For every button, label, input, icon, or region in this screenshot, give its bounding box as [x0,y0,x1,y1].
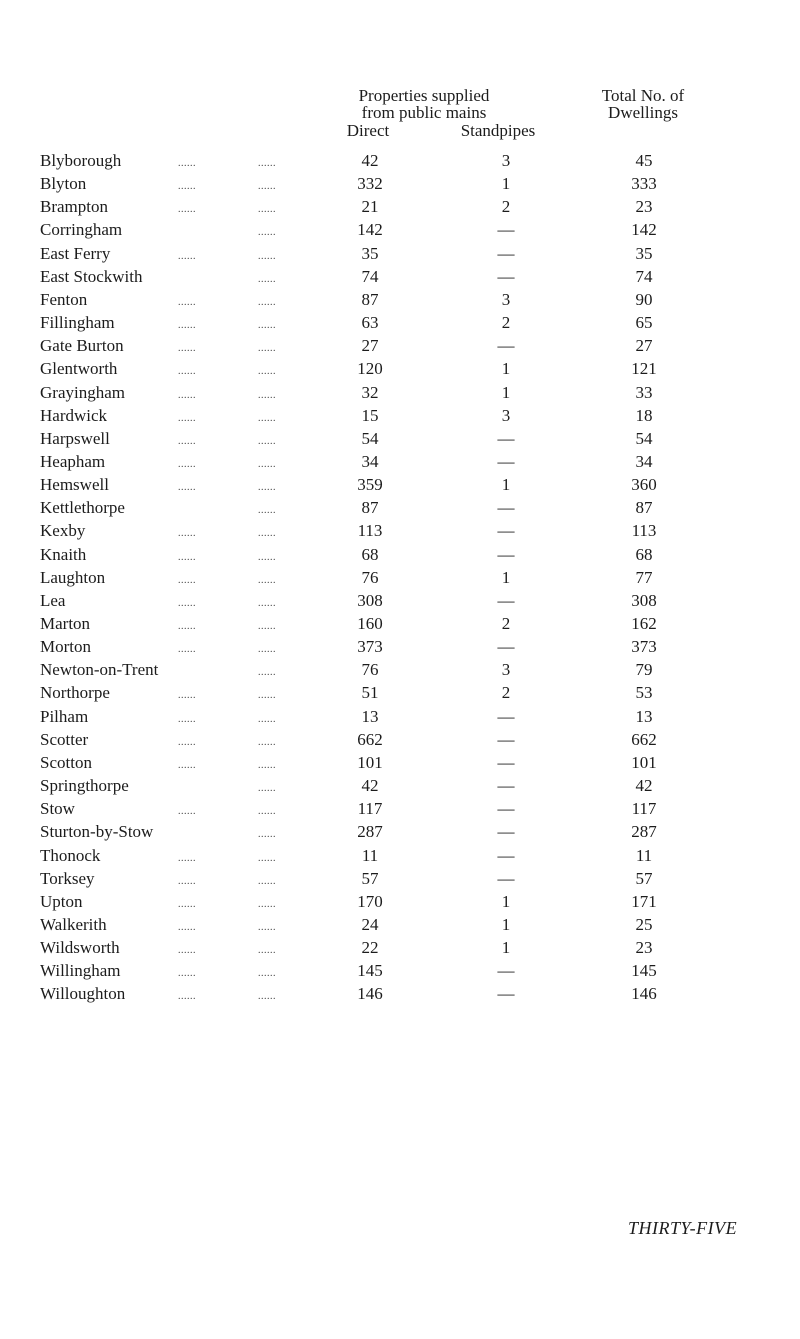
leader-dots: ...... [258,736,276,748]
table-row [0,891,800,913]
direct-count: 117 [357,799,383,819]
standpipes-count: 2 [501,683,511,703]
leader-dots: ...... [258,366,276,378]
leader-dots: ...... [178,435,196,447]
table-row [0,173,800,195]
parish-name: Willoughton [40,984,126,1004]
table-row [0,613,800,635]
parish-name: Walkerith [40,914,107,934]
direct-count: 76 [361,660,379,680]
total-dwellings-count: 333 [631,174,657,194]
table-row [0,243,800,265]
total-dwellings-count: 35 [635,243,653,263]
standpipes-count: — [497,590,515,610]
total-dwellings-count: 145 [631,961,657,981]
parish-name: Wildsworth [40,938,120,958]
leader-dots: ...... [258,250,276,262]
parish-name: Fillingham [40,313,115,333]
table-row [0,845,800,867]
leader-dots: ...... [178,759,196,771]
direct-count: 68 [361,544,379,564]
table-row [0,150,800,172]
leader-dots: ...... [178,898,196,910]
leader-dots: ...... [178,296,196,308]
leader-dots: ...... [178,945,196,957]
parish-name: Thonock [40,845,101,865]
leader-dots: ...... [178,921,196,933]
direct-count: 13 [361,706,379,726]
standpipes-count: — [497,428,515,448]
standpipes-count: 1 [501,382,511,402]
total-dwellings-count: 101 [631,752,657,772]
direct-count: 662 [357,729,383,749]
parish-name: Newton-on-Trent [40,660,159,680]
direct-count: 54 [361,428,379,448]
direct-count: 74 [361,266,379,286]
parish-name: Lea [40,590,66,610]
parish-name: East Ferry [40,243,111,263]
standpipes-count: 1 [501,359,511,379]
total-dwellings-count: 18 [635,405,653,425]
standpipes-count: — [497,544,515,564]
standpipes-count: — [497,637,515,657]
table-row [0,382,800,404]
leader-dots: ...... [178,366,196,378]
total-dwellings-count: 65 [635,313,653,333]
standpipes-count: — [497,822,515,842]
leader-dots: ...... [258,945,276,957]
table-row [0,729,800,751]
leader-dots: ...... [258,898,276,910]
parish-name: Stow [40,799,75,819]
direct-count: 51 [361,683,379,703]
parish-name: Corringham [40,220,123,240]
leader-dots: ...... [258,320,276,332]
leader-dots: ...... [178,250,196,262]
direct-count: 170 [357,891,383,911]
total-dwellings-count: 33 [635,382,653,402]
leader-dots: ...... [178,644,196,656]
leader-dots: ...... [178,806,196,818]
standpipes-count: 1 [501,914,511,934]
table-row [0,590,800,612]
table-row [0,775,800,797]
parish-name: Scotter [40,729,89,749]
leader-dots: ...... [258,296,276,308]
total-dwellings-count: 146 [631,984,657,1004]
parish-name: Hardwick [40,405,108,425]
leader-dots: ...... [258,597,276,609]
leader-dots: ...... [258,551,276,563]
table-row [0,682,800,704]
leader-dots: ...... [258,458,276,470]
standpipes-count: 3 [501,289,511,309]
header-dwellings: Dwellings [608,103,678,122]
direct-count: 27 [361,336,379,356]
leader-dots: ...... [258,482,276,494]
standpipes-count: 1 [501,891,511,911]
table-row [0,752,800,774]
total-dwellings-count: 308 [631,590,657,610]
leader-dots: ...... [258,875,276,887]
total-dwellings-count: 23 [635,938,653,958]
direct-count: 120 [357,359,383,379]
table-row [0,474,800,496]
leader-dots: ...... [258,181,276,193]
standpipes-count: — [497,451,515,471]
total-dwellings-count: 87 [635,498,653,518]
header-from-public-mains: from public mains [361,103,487,122]
standpipes-count: — [497,706,515,726]
table-row [0,983,800,1005]
total-dwellings-count: 360 [631,475,657,495]
parish-name: Knaith [40,544,87,564]
header-total-no-of: Total No. of [601,86,685,105]
total-dwellings-count: 171 [631,891,657,911]
parish-name: Upton [40,891,83,911]
parish-name: Willingham [40,961,121,981]
direct-count: 76 [361,567,379,587]
table-row [0,659,800,681]
table-row [0,335,800,357]
leader-dots: ...... [178,412,196,424]
standpipes-count: — [497,799,515,819]
leader-dots: ...... [178,621,196,632]
standpipes-count: 3 [501,151,511,170]
standpipes-count: 3 [501,405,511,425]
leader-dots: ...... [178,852,196,864]
parish-name: Brampton [40,197,108,217]
total-dwellings-count: 121 [631,359,657,379]
standpipes-count: — [497,845,515,865]
standpipes-count: — [497,521,515,541]
total-dwellings-count: 27 [635,336,653,356]
direct-count: 113 [357,521,383,541]
leader-dots: ...... [258,528,276,540]
direct-count: 34 [361,451,379,471]
standpipes-count: — [497,220,515,240]
standpipes-count: — [497,498,515,518]
direct-count: 287 [357,822,383,842]
leader-dots: ...... [258,991,276,1003]
standpipes-count: 1 [501,174,511,194]
leader-dots: ...... [258,621,276,632]
parish-name: Sturton-by-Stow [40,822,154,842]
table-row [0,196,800,218]
total-dwellings-count: 57 [635,868,653,888]
total-dwellings-count: 77 [635,567,653,587]
leader-dots: ...... [258,273,276,285]
direct-count: 21 [361,197,379,217]
direct-count: 146 [357,984,383,1004]
table-row [0,358,800,380]
parish-name: Marton [40,614,91,633]
table-row [0,636,800,658]
standpipes-count: 3 [501,660,511,680]
parish-name: Grayingham [40,382,125,402]
table-row [0,821,800,843]
leader-dots: ...... [258,435,276,447]
leader-dots: ...... [258,829,276,841]
total-dwellings-count: 11 [635,845,653,865]
table-row [0,219,800,241]
parish-name: Scotton [40,752,92,772]
leader-dots: ...... [258,852,276,864]
table-row [0,798,800,820]
table-row [0,451,800,473]
direct-count: 145 [357,961,383,981]
standpipes-count: 2 [501,313,511,333]
leader-dots: ...... [178,991,196,1003]
total-dwellings-count: 42 [635,776,653,796]
total-dwellings-count: 54 [635,428,653,448]
leader-dots: ...... [258,759,276,771]
table-row [0,544,800,566]
leader-dots: ...... [178,181,196,193]
leader-dots: ...... [258,412,276,424]
leader-dots: ...... [178,320,196,332]
table-row [0,405,800,427]
direct-count: 42 [361,776,379,796]
parish-name: Blyton [40,174,87,194]
leader-dots: ...... [258,690,276,702]
leader-dots: ...... [258,644,276,656]
parish-name: Kettlethorpe [40,498,125,518]
total-dwellings-count: 117 [631,799,657,819]
table-row [0,520,800,542]
direct-count: 308 [357,590,383,610]
leader-dots: ...... [178,574,196,586]
direct-count: 87 [361,498,379,518]
direct-count: 359 [357,475,383,495]
standpipes-count: 2 [501,614,511,633]
parish-name: Pilham [40,706,89,726]
leader-dots: ...... [178,551,196,563]
direct-count: 32 [361,382,379,402]
total-dwellings-count: 90 [635,289,653,309]
standpipes-count: — [497,984,515,1004]
direct-count: 101 [357,752,383,772]
parish-name: Fenton [40,289,88,309]
table-row [0,960,800,982]
leader-dots: ...... [178,528,196,540]
total-dwellings-count: 23 [635,197,653,217]
direct-count: 373 [357,637,383,657]
table-row [0,289,800,311]
leader-dots: ...... [258,389,276,401]
standpipes-count: — [497,243,515,263]
total-dwellings-count: 287 [631,822,657,842]
leader-dots: ...... [178,389,196,401]
total-dwellings-count: 74 [635,266,653,286]
leader-dots: ...... [178,713,196,725]
leader-dots: ...... [178,343,196,355]
parish-name: Northorpe [40,683,110,703]
leader-dots: ...... [258,505,276,517]
total-dwellings-count: 34 [635,451,653,471]
total-dwellings-count: 662 [631,729,657,749]
standpipes-count: — [497,868,515,888]
direct-count: 142 [357,220,383,240]
parish-name: Kexby [40,521,86,541]
parish-name: Morton [40,637,91,657]
leader-dots: ...... [178,204,196,216]
leader-dots: ...... [178,597,196,609]
leader-dots: ...... [178,482,196,494]
leader-dots: ...... [178,458,196,470]
leader-dots: ...... [178,875,196,887]
parish-name: Gate Burton [40,336,124,356]
leader-dots: ...... [258,806,276,818]
standpipes-count: — [497,961,515,981]
direct-count: 42 [361,151,379,170]
leader-dots: ...... [258,968,276,980]
leader-dots: ...... [258,921,276,933]
table-row [0,497,800,519]
parish-name: East Stockwith [40,266,143,286]
table-row [0,567,800,589]
total-dwellings-count: 373 [631,637,657,657]
table-row [0,868,800,890]
leader-dots: ...... [258,783,276,795]
total-dwellings-count: 53 [635,683,653,703]
direct-count: 22 [361,938,379,958]
total-dwellings-count: 45 [635,151,653,170]
parish-name: Heapham [40,451,106,471]
direct-count: 24 [361,914,379,934]
direct-count: 332 [357,174,383,194]
header-direct: Direct [346,121,390,140]
parish-name: Blyborough [40,151,122,170]
parish-name: Torksey [40,868,95,888]
standpipes-count: 1 [501,938,511,958]
standpipes-count: — [497,752,515,772]
direct-count: 87 [361,289,379,309]
standpipes-count: 1 [501,475,511,495]
table-row [0,937,800,959]
parish-name: Laughton [40,567,106,587]
total-dwellings-count: 142 [631,220,657,240]
table-row [0,706,800,728]
parish-name: Hemswell [40,475,109,495]
table-row [0,428,800,450]
leader-dots: ...... [258,343,276,355]
standpipes-count: — [497,729,515,749]
table-row [0,266,800,288]
direct-count: 35 [361,243,379,263]
standpipes-count: 2 [501,197,511,217]
leader-dots: ...... [178,736,196,748]
table-row [0,312,800,334]
direct-count: 160 [357,614,383,633]
leader-dots: ...... [178,158,196,169]
total-dwellings-count: 162 [631,614,657,633]
leader-dots: ...... [258,158,276,169]
leader-dots: ...... [258,713,276,725]
parish-name: Glentworth [40,359,118,379]
table-row [0,914,800,936]
page-number-label: THIRTY-FIVE [628,1218,738,1238]
parish-name: Harpswell [40,428,110,448]
total-dwellings-count: 68 [635,544,653,564]
total-dwellings-count: 25 [635,914,653,934]
standpipes-count: 1 [501,567,511,587]
total-dwellings-count: 113 [631,521,657,541]
leader-dots: ...... [258,667,276,679]
leader-dots: ...... [178,690,196,702]
leader-dots: ...... [258,204,276,216]
leader-dots: ...... [178,968,196,980]
header-standpipes: Standpipes [460,121,536,140]
total-dwellings-count: 79 [635,660,653,680]
direct-count: 57 [361,868,379,888]
total-dwellings-count: 13 [635,706,653,726]
leader-dots: ...... [258,227,276,239]
direct-count: 63 [361,313,379,333]
leader-dots: ...... [258,574,276,586]
header-properties-supplied: Properties supplied [358,86,490,105]
standpipes-count: — [497,266,515,286]
direct-count: 15 [361,405,379,425]
direct-count: 11 [361,845,379,865]
parish-name: Springthorpe [40,776,129,796]
standpipes-count: — [497,776,515,796]
standpipes-count: — [497,336,515,356]
